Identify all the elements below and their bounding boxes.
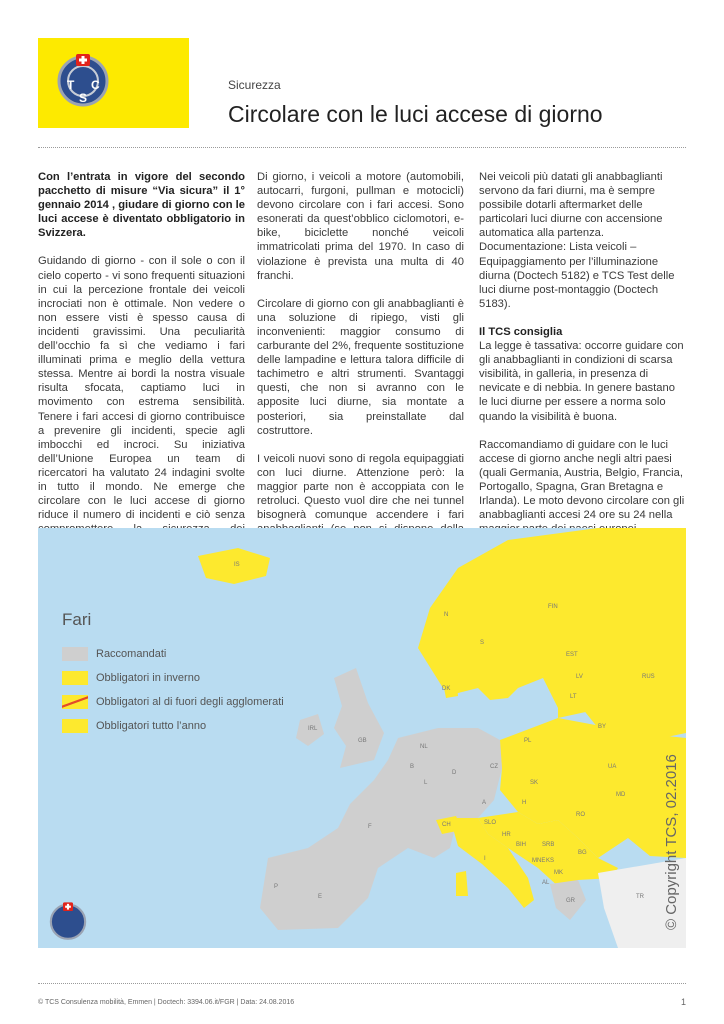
country-scandinavia (418, 528, 686, 743)
map-shapes (38, 528, 686, 948)
country-code-by: BY (598, 724, 607, 730)
text-column-1 (38, 170, 245, 564)
country-code-b: B (410, 764, 415, 770)
text-column-2 (257, 170, 464, 564)
europe-map (38, 528, 686, 948)
country-code-rus: RUS (642, 674, 655, 680)
country-code-md: MD (616, 792, 626, 798)
paragraph: I veicoli nuovi sono di regola equipaggiati con luci diurne. Attenzione però: la maggior parte non è accoppiata con le retroluci. Questo vuol dire che nei tunnel bisognerà comunque accendere i fari (257, 452, 464, 522)
country-code-cz: CZ (490, 764, 498, 770)
country-code-ks: KS (546, 858, 555, 864)
country-code-hr: HR (502, 832, 511, 838)
country-code-is: IS (234, 562, 240, 568)
country-code-ro: RO (576, 812, 585, 818)
country-code-bih: BIH (516, 842, 527, 848)
country-code-ch: CH (442, 822, 451, 828)
country-code-h: H (522, 800, 527, 806)
subheading: Il TCS consiglia (479, 325, 563, 338)
intro-paragraph: Con l’entrata in vigore del secondo pacchetto di misure “Via sicura” il 1° gennaio 2014 , giudare di giorno con le luci accese è diventato obbligatorio in Svizzera. (38, 171, 246, 240)
page-number: 1 (680, 997, 686, 1007)
text-column-3 (479, 170, 686, 550)
country-code-est: EST (566, 652, 578, 658)
legend-swatch-strike (62, 695, 88, 709)
map-copyright: © Copyright TCS, 02.2016 (663, 754, 680, 930)
logo-letter-c: C (91, 78, 100, 92)
page-title: Circolare con le luci accese di giorno (228, 101, 603, 127)
country-code-al: AL (542, 880, 550, 886)
logo-letter-t: T (67, 78, 75, 92)
legend-swatch (62, 719, 88, 733)
bottom-divider (38, 983, 686, 984)
paragraph: Guidando di giorno - con il sole o con il cielo coperto - vi sono frequenti situazioni in cui la percezione frontale dei veicoli incrociati non è ottimale. Non vedere o non essere visti è spesso causa di incidenti gravissimi. Una peculiarità dell’occhio fa sì che vediamo i fari illuminati prima e meglio della vettura stessa. Mentre ai bordi la nostra visuale risulta sfocata, captiamo luci in movimento con estrema sensibilità. Tenere i fari accesi di giorno contribuisce a prevenire gli incidenti, specie agli imbocchi ed incroci. Su iniziativa dell’Unione Europea un team di ricercatori ha valutato 24 indagini svolte in tutto il mondo. Ne emerge che circolare con le luci accese di giorno riduce il numero di incidenti e ciò senza (38, 255, 245, 522)
country-code-d: D (452, 770, 457, 776)
country-code-bg: BG (578, 850, 587, 856)
country-code-irl: IRL (308, 726, 318, 732)
tcs-logo-small (48, 900, 88, 942)
tcs-logo (55, 51, 111, 109)
legend-label: Obbligatori al di fuori degli agglomerati (96, 696, 284, 708)
country-code-lv: LV (576, 674, 583, 680)
country-code-nl: NL (420, 744, 428, 750)
country-code-dk: DK (442, 686, 451, 692)
country-code-fin: FIN (548, 604, 558, 610)
country-code-mk: MK (554, 870, 563, 876)
legend-label: Obbligatori in inverno (96, 672, 200, 684)
legend-swatch-snowflake (62, 671, 88, 685)
country-code-ua: UA (608, 764, 617, 770)
paragraph: Nei veicoli più datati gli anabbaglianti servono da fari diurni, ma è sempre possibile dotarli aftermarket delle particolari luci diurne con accensione automatica alla partenza. (479, 171, 663, 240)
country-code-l: L (424, 780, 428, 786)
country-code-mne: MNE (532, 858, 546, 864)
legend-item (62, 714, 284, 738)
top-divider (38, 147, 686, 148)
legend-label: Raccomandati (96, 648, 167, 660)
country-code-sk: SK (530, 780, 539, 786)
legend-item (62, 666, 284, 690)
country-code-n: N (444, 612, 449, 618)
paragraph: La legge è tassativa: occorre guidare con gli anabbaglianti in condizioni di scarsa visibilità, in galleria, in presenza di nevicate e di nebbia. In genere bastano le luci diurne per essere a norma solo quando la visibilità è buona. (479, 340, 684, 423)
country-gb (334, 668, 384, 768)
section-kicker: Sicurezza (228, 78, 281, 92)
legend-label: Obbligatori tutto l’anno (96, 720, 207, 732)
legend-item (62, 642, 284, 666)
paragraph: Di giorno, i veicoli a motore (automobili, autocarri, furgoni, pullman e motocicli) devono circolare con i fari accesi. Sono esonerati da quest’obblico ciclomotori, e-bike, biciclette nonché veicoli immatricolati prima del 1970. In caso di violazione è prevista una multa di 40 franchi. (257, 171, 464, 282)
country-code-p: P (274, 884, 279, 890)
country-sardinia (456, 871, 468, 896)
country-code-e: E (318, 894, 323, 900)
country-code-srb: SRB (542, 842, 555, 848)
legend-title: Fari (62, 610, 92, 629)
country-code-lt: LT (570, 694, 577, 700)
country-code-i: I (484, 856, 486, 862)
logo-banner (38, 38, 189, 128)
country-code-a: A (482, 800, 487, 806)
footer-text: © TCS Consulenza mobilità, Emmen | Doctech: 3394.06.it/FGR | Data: 24.08.2016 (38, 999, 295, 1006)
country-code-f: F (368, 824, 372, 830)
country-code-gr: GR (566, 898, 575, 904)
country-code-tr: TR (636, 894, 644, 900)
country-code-s: S (480, 640, 485, 646)
legend-swatch (62, 647, 88, 661)
country-code-gb: GB (358, 738, 367, 744)
country-code-slo: SLO (484, 820, 497, 826)
paragraph: Documentazione: Lista veicoli – Equipaggiamento per l’illuminazione diurna (Doctech 5182) e TCS Test delle luci diurne post-montaggio (Doctech 5183). (479, 241, 675, 310)
map-legend (62, 610, 284, 738)
logo-letter-s: S (79, 91, 88, 105)
paragraph: Raccomandiamo di guidare con le luci accese di giorno anche negli altri paesi (quali Germania, Austria, Belgio, Francia, Portogallo, Spagna, Gran Bretagna e Irlanda). Le moto devono circolare con gli anabbaglianti accesi 24 ore su 24 nella (479, 438, 685, 522)
country-code-pl: PL (524, 738, 532, 744)
country-baltics (558, 646, 604, 718)
legend-item (62, 690, 284, 714)
paragraph: Circolare di giorno con gli anabbaglianti è una soluzione di ripiego, visti gli inconvenienti: maggior consumo di carburante del 2%, frequente sostituzione delle lampadine e lettura talora difficile di tachimetro e altri strumenti. Svantaggi questi, che non si avranno con le apposite luci diurne, sia montate a posteriori, sia preinstallate dal costruttore. (257, 297, 464, 437)
